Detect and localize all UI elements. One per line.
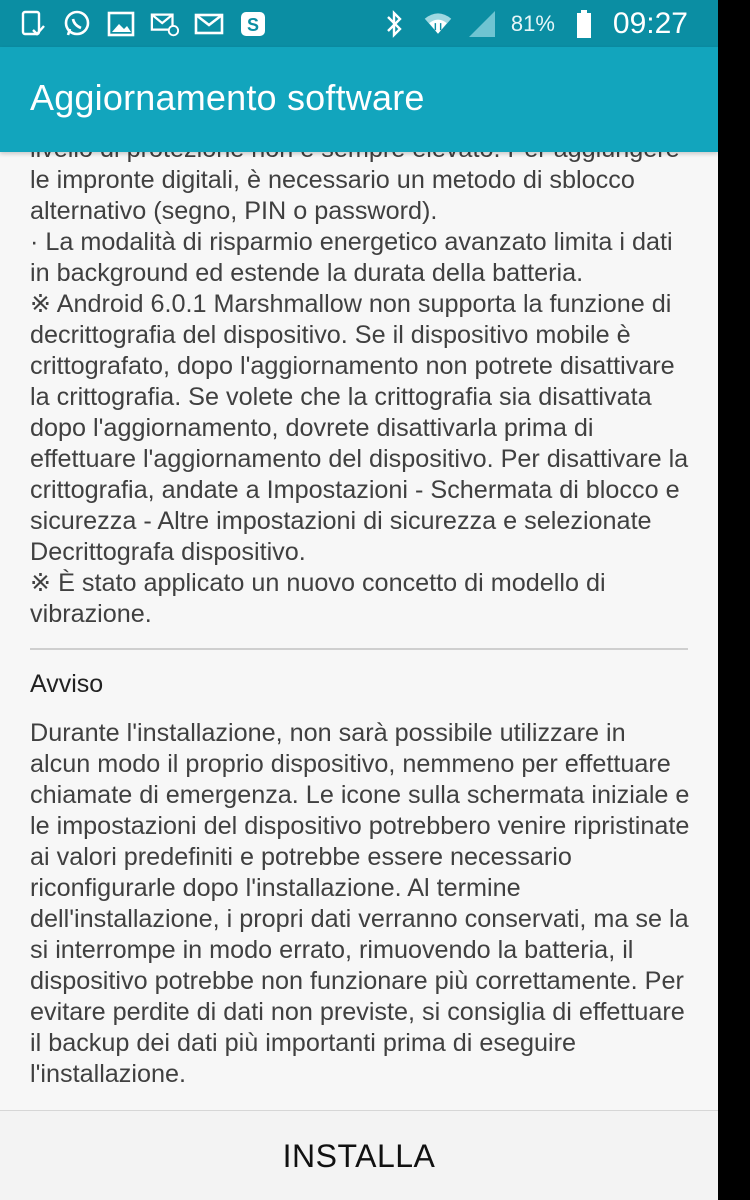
email-sync-icon [150, 9, 180, 39]
system-status [379, 7, 688, 41]
install-button[interactable]: INSTALLA [253, 1128, 466, 1185]
whatsapp-icon [62, 9, 92, 39]
notice-text: Durante l'installazione, non sarà possibile utilizzare in alcun modo il proprio dispositivo, nemmeno per effettuare chiamate di emergenza. Le icone sulla schermata iniziale e le impostazioni del dispositivo potrebbero venire ripristinate ai valori predefiniti e potrebbe essere necessario riconfigurarle dopo l'installazione. Al termine dell'installazione, i propri dati verranno conservati, ma se la si interrompe in modo errato, rimuovendo la batteria, il dispositivo potrebbe non funzionare più correttamente. Per evitare perdite di dati non previste, si consiglia di effettuare il backup dei dati più importanti prima di eseguire l'installazione. [30, 719, 690, 1088]
notice-heading: Avviso [30, 670, 104, 698]
clock: 09:27 [612, 6, 688, 40]
skype-icon [238, 9, 268, 39]
svg-text:S: S [246, 14, 260, 35]
battery-percent: 81% [510, 10, 555, 36]
wifi-icon [423, 9, 453, 39]
release-notes-scroll-area[interactable] [0, 132, 718, 1110]
battery-icon [569, 9, 599, 39]
app-bar [0, 47, 718, 152]
bluetooth-icon [379, 9, 409, 39]
email-icon [194, 9, 224, 39]
release-notes-text: le impronte digitali, è necessario un metodo di sblocco alternativo (segno, PIN o password). · La modalità di risparmio energetico avanzato limita i dati in background ed estende la durata della batteria. ※ Android 6.0.1 Marshmallow non supporta la funzione di decrittografia del dispositivo. Se il dispositivo mobile è crittografato, dopo l'aggiornamento non potrete disattivare la crittografia. Se volete che la crittografia sia disattivata dopo l'aggiornamento, dovrete disattivarla prima di effettuare l'aggiornamento del dispositivo. Per disattivare la crittografia, andate a Impostazioni - Schermata di blocco e sicurezza - Altre impostazioni di sicurezza e selezionate Decrittografa dispositivo. ※ È stato applicato un nuovo concetto di modello di vibrazione. [30, 166, 689, 628]
notification-icons [18, 9, 268, 39]
page-title: Aggiornamento software [30, 77, 425, 118]
gallery-icon [106, 9, 136, 39]
screen-edge [718, 0, 750, 1200]
signal-icon [467, 9, 497, 39]
section-divider [30, 648, 688, 650]
bottom-action-bar [0, 1110, 718, 1200]
status-bar [0, 0, 718, 47]
screenshot-notification-icon [18, 9, 48, 39]
